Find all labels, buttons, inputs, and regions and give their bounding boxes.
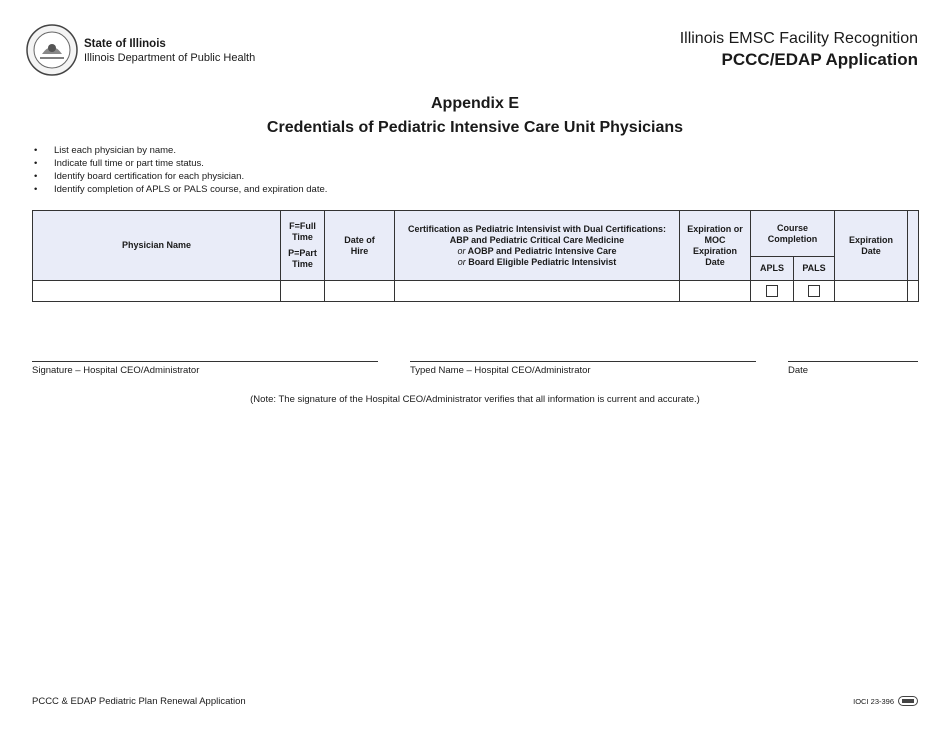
apls-checkbox[interactable] — [766, 285, 778, 297]
certification-field[interactable] — [395, 281, 680, 302]
instruction-item: • List each physician by name. — [32, 144, 327, 157]
cert-line-2: ABP and Pediatric Critical Care Medicine — [449, 234, 625, 245]
credentials-table — [32, 210, 919, 302]
table-row — [33, 281, 919, 302]
header-pals: PALS — [794, 257, 835, 281]
cert-or: or — [457, 245, 466, 256]
instruction-item: • Indicate full time or part time status. — [32, 157, 327, 170]
page-subtitle: Credentials of Pediatric Intensive Care Unit Physicians — [266, 119, 684, 136]
instruction-item: • Identify board certification for each physician. — [32, 170, 327, 183]
org-name: State of Illinois — [84, 38, 166, 50]
pals-cell — [794, 281, 835, 302]
form-number: IOCI 23-396 — [853, 697, 894, 706]
header-employment-status — [281, 211, 325, 281]
appendix-title: Appendix E — [430, 95, 519, 112]
typed-name-line[interactable] — [410, 361, 756, 362]
instruction-list — [32, 144, 327, 196]
header-date-of-hire: Date of Hire — [325, 211, 395, 281]
header-physician-name: Physician Name — [33, 211, 281, 281]
cert-line-4: Board Eligible Pediatric Intensivist — [468, 256, 617, 267]
instruction-item: • Identify completion of APLS or PALS course, and expiration date. — [32, 183, 327, 196]
program-title: Illinois EMSC Facility Recognition — [679, 30, 918, 47]
typed-name-label: Typed Name – Hospital CEO/Administrator — [410, 365, 591, 376]
header-status-part: P=Part Time — [288, 248, 317, 269]
cert-line-1: Certification as Pediatric Intensivist with Dual Certifications: — [407, 223, 667, 234]
date-of-hire-field[interactable] — [325, 281, 395, 302]
pals-checkbox[interactable] — [808, 285, 820, 297]
verification-note: (Note: The signature of the Hospital CEO/Administrator verifies that all information is current and accurate.) — [250, 394, 700, 405]
state-seal-icon — [26, 24, 78, 76]
header-apls: APLS — [751, 257, 794, 281]
cert-or: or — [457, 256, 466, 267]
footer-title: PCCC & EDAP Pediatric Plan Renewal Application — [32, 696, 246, 707]
org-department: Illinois Department of Public Health — [84, 52, 256, 64]
header-status-full: F=Full Time — [289, 221, 316, 242]
header-spacer — [908, 211, 919, 281]
moc-expiration-field[interactable] — [680, 281, 751, 302]
date-label: Date — [788, 365, 809, 376]
date-line[interactable] — [788, 361, 918, 362]
ceo-signature-line[interactable] — [32, 361, 378, 362]
cert-line-3: AOBP and Pediatric Intensive Care — [467, 245, 617, 256]
apls-cell — [751, 281, 794, 302]
spacer-cell — [908, 281, 919, 302]
expiration-date-field[interactable] — [835, 281, 908, 302]
ceo-signature-label: Signature – Hospital CEO/Administrator — [32, 365, 200, 376]
header-certification — [395, 211, 680, 281]
header-course-completion: Course Completion — [751, 211, 835, 257]
employment-status-field[interactable] — [281, 281, 325, 302]
application-title: PCCC/EDAP Application — [721, 50, 918, 69]
header-moc-expiration: Expiration or MOC Expiration Date — [680, 211, 751, 281]
physician-name-field[interactable] — [33, 281, 281, 302]
printing-logo-icon — [898, 696, 918, 706]
header-expiration-date: Expiration Date — [835, 211, 908, 281]
